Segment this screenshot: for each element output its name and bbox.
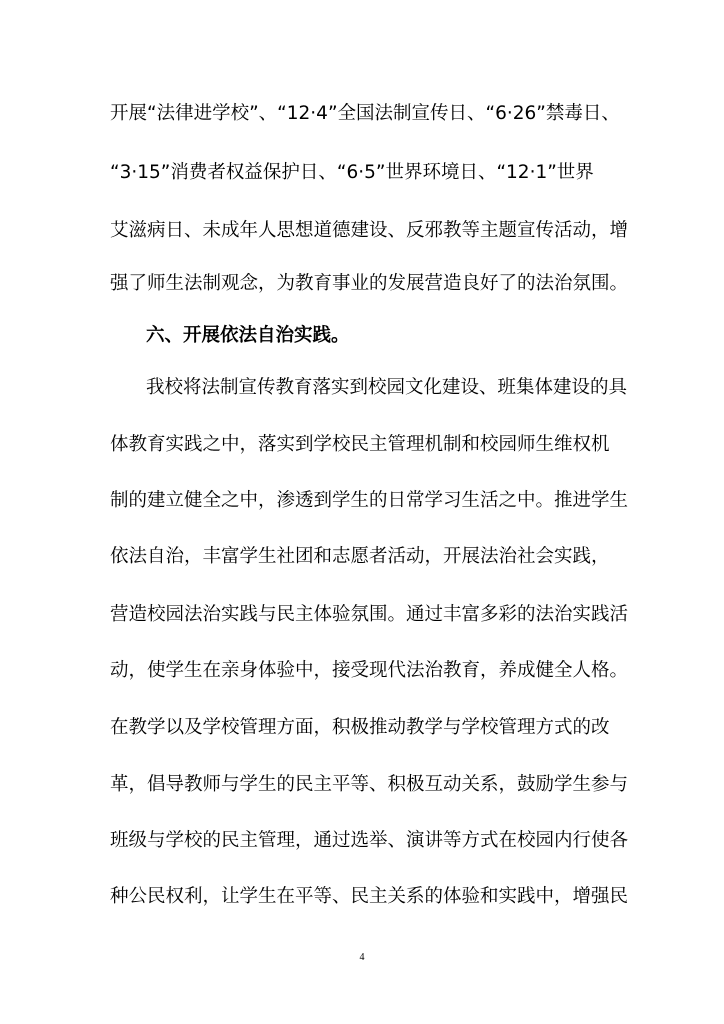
text-line: 体教育实践之中，落实到学校民主管理机制和校园师生维权机: [110, 434, 610, 455]
paragraph-first-line: 我校将法制宣传教育落实到校园文化建设、班集体建设的具: [146, 377, 628, 398]
text-line: “3·15”消费者权益保护日、“6·5”世界环境日、“12·1”世界: [110, 162, 594, 183]
text-line: 艾滋病日、未成年人思想道德建设、反邪教等主题宣传活动，增: [110, 220, 629, 241]
text-line: 强了师生法制观念，为教育事业的发展营造良好了的法治氛围。: [110, 273, 629, 294]
page-number: 4: [359, 952, 365, 963]
text-line: 革，倡导教师与学生的民主平等、积极互动关系，鼓励学生参与: [110, 774, 629, 795]
text-line: 在教学以及学校管理方面，积极推动教学与学校管理方式的改: [110, 717, 610, 738]
text-line: 开展“法律进学校”、“12·4”全国法制宣传日、“6·26”禁毒日、: [110, 103, 620, 124]
text-line: 营造校园法治实践与民主体验氛围。通过丰富多彩的法治实践活: [110, 604, 629, 625]
text-line: 依法自治，丰富学生社团和志愿者活动，开展法治社会实践，: [110, 546, 610, 567]
section-heading: 六、开展依法自治实践。: [146, 325, 350, 346]
text-line: 动，使学生在亲身体验中，接受现代法治教育，养成健全人格。: [110, 660, 629, 681]
text-line: 班级与学校的民主管理，通过选举、演讲等方式在校园内行使各: [110, 830, 629, 851]
text-line: 制的建立健全之中，渗透到学生的日常学习生活之中。推进学生: [110, 490, 629, 511]
text-line: 种公民权利，让学生在平等、民主关系的体验和实践中，增强民: [110, 886, 629, 907]
